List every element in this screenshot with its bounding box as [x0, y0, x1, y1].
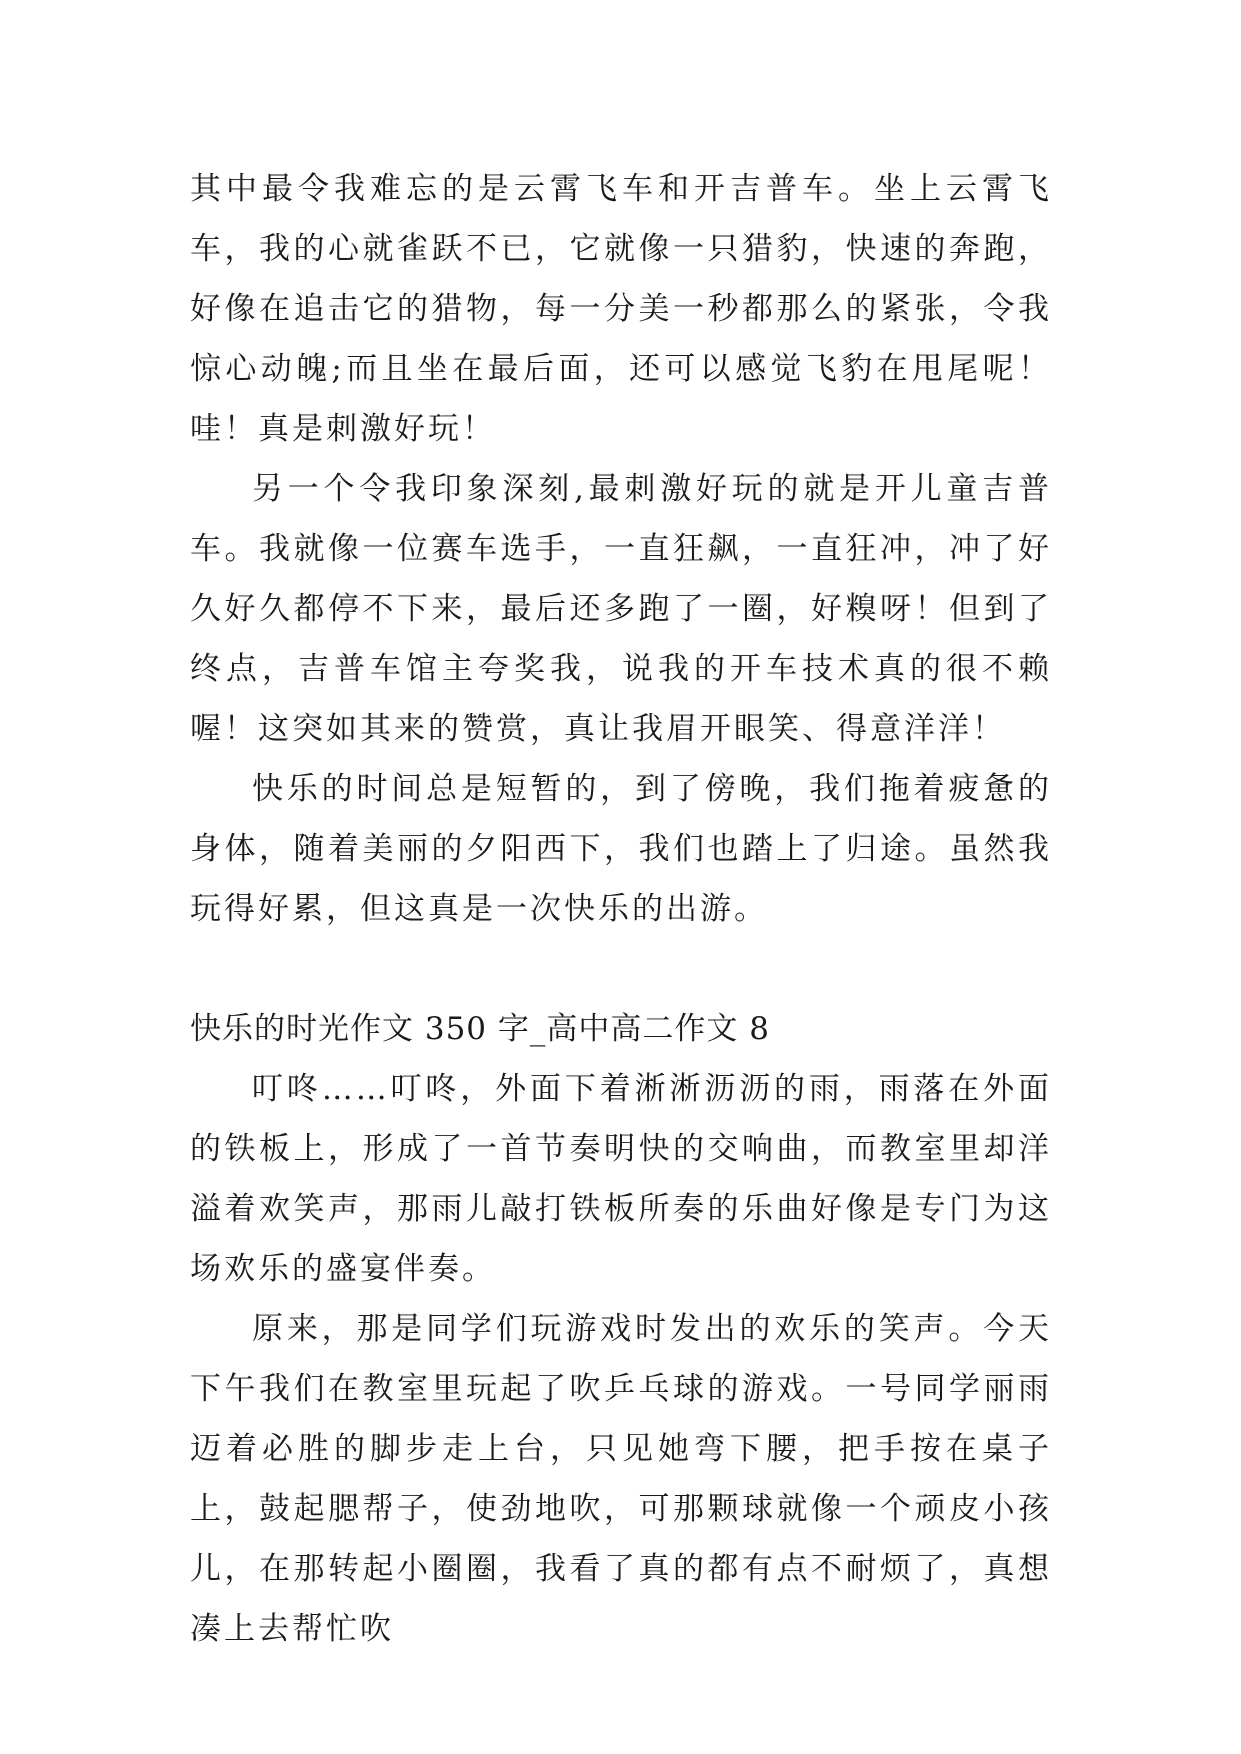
paragraph-2: 另一个令我印象深刻,最刺激好玩的就是开儿童吉普车。我就像一位赛车选手，一直狂飙，一直狂冲，冲了好久好久都停不下来，最后还多跑了一圈，好糗呀！但到了终点，吉普车馆主夸奖我，说我的开车技术真的很不赖喔！这突如其来的赞赏，真让我眉开眼笑、得意洋洋！: [190, 471, 1052, 747]
paragraph-4: 叮咚……叮咚，外面下着淅淅沥沥的雨，雨落在外面的铁板上，形成了一首节奏明快的交响曲，而教室里却洋溢着欢笑声，那雨儿敲打铁板所奏的乐曲好像是专门为这场欢乐的盛宴伴奏。: [190, 1071, 1052, 1287]
paragraph-5: 原来，那是同学们玩游戏时发出的欢乐的笑声。今天下午我们在教室里玩起了吹乒乓球的游戏。一号同学丽雨迈着必胜的脚步走上台，只见她弯下腰，把手按在桌子上，鼓起腮帮子，使劲地吹，可那颗球就像一个顽皮小孩儿，在那转起小圈圈，我看了真的都有点不耐烦了，真想凑上去帮忙吹: [190, 1311, 1052, 1647]
paragraph-1: 其中最令我难忘的是云霄飞车和开吉普车。坐上云霄飞车，我的心就雀跃不已，它就像一只猎豹，快速的奔跑，好像在追击它的猎物，每一分美一秒都那么的紧张，令我惊心动魄;而且坐在最后面，还可以感觉飞豹在甩尾呢！哇！真是刺激好玩！: [190, 171, 1052, 447]
paragraph-3: 快乐的时间总是短暂的，到了傍晚，我们拖着疲惫的身体，随着美丽的夕阳西下，我们也踏上了归途。虽然我玩得好累，但这真是一次快乐的出游。: [190, 771, 1052, 927]
section-heading: 快乐的时光作文 350 字_高中高二作文 8: [190, 1011, 770, 1047]
document-body: [190, 159, 1052, 1659]
